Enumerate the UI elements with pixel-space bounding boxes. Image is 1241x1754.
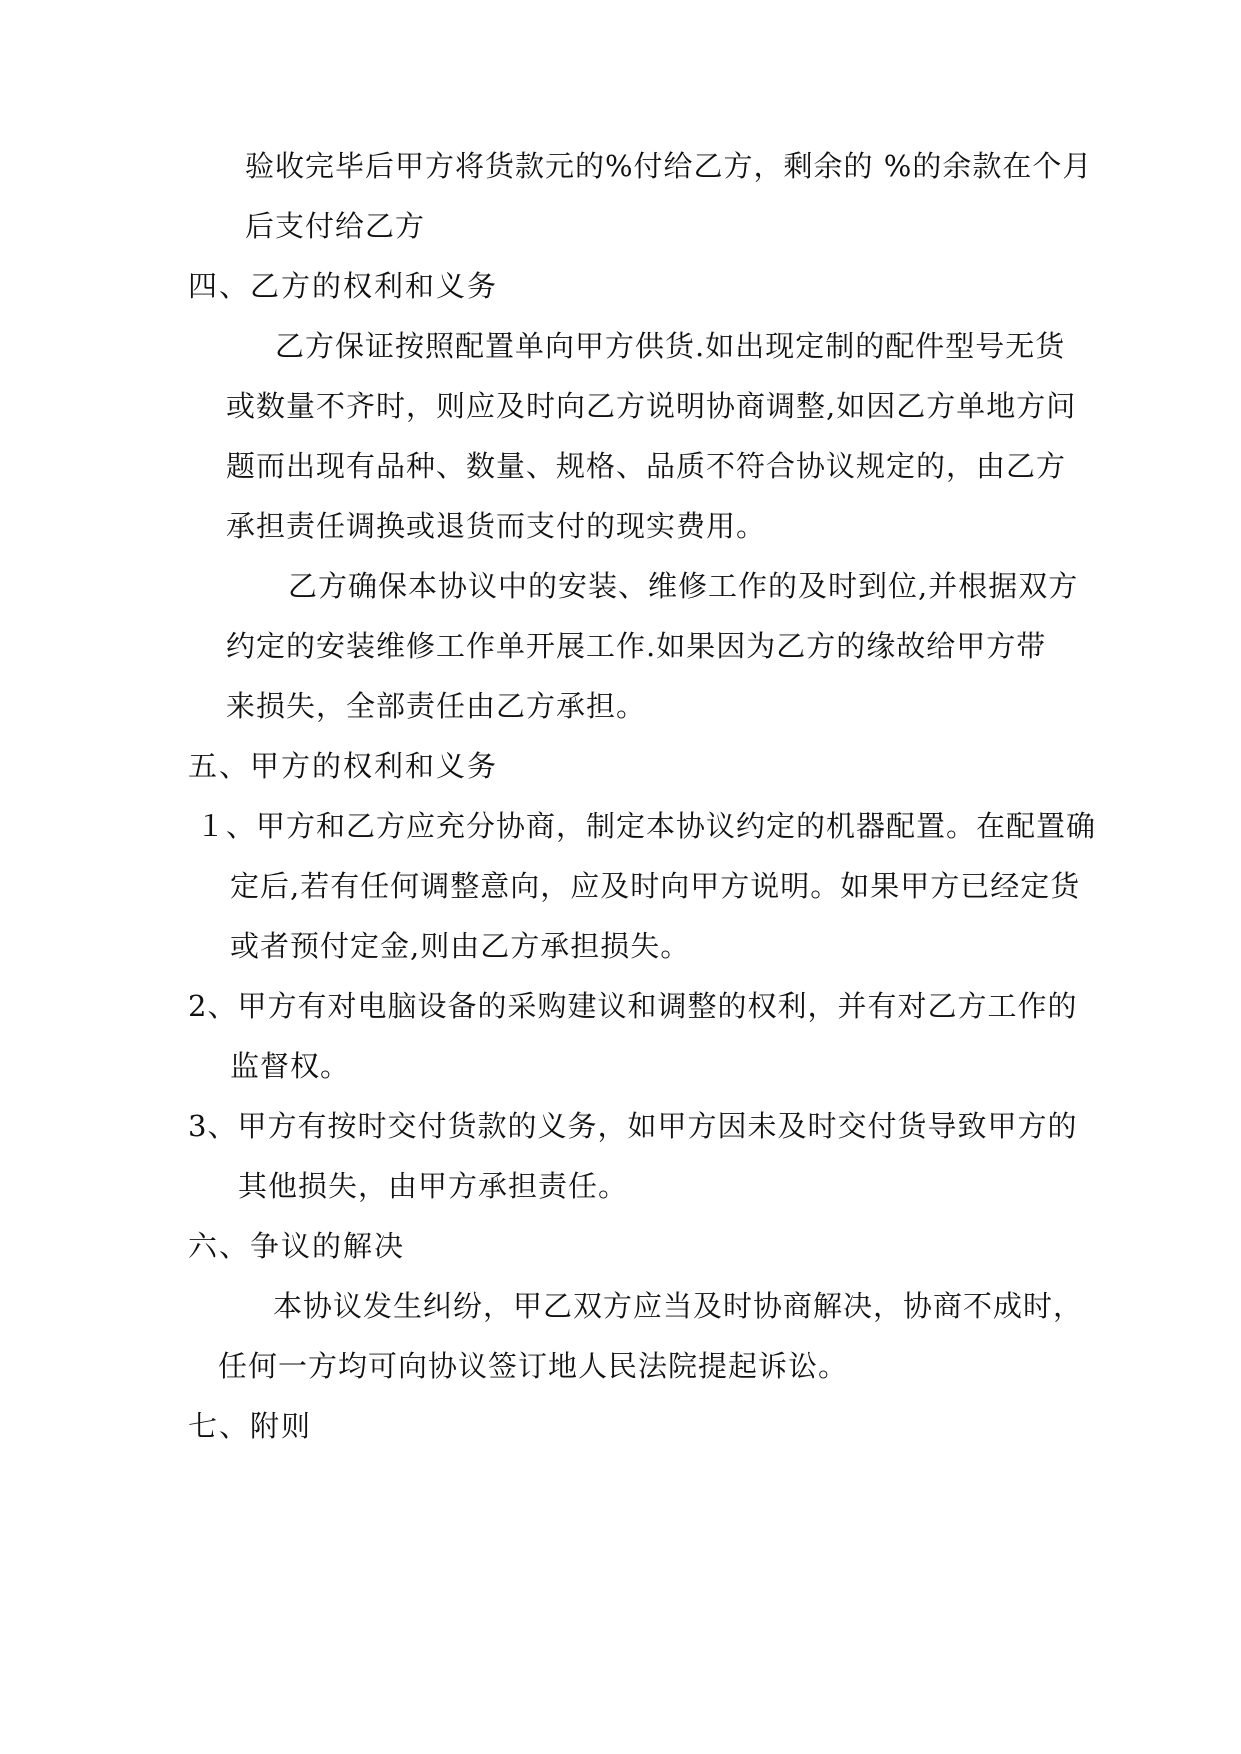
body-line: 监督权。 [230,1049,351,1083]
body-line: 或数量不齐时，则应及时向乙方说明协商调整,如因乙方单地方问 [226,389,1077,423]
body-line: 题而出现有品种、数量、规格、品质不符合协议规定的，由乙方 [226,449,1067,483]
body-line: 验收完毕后甲方将货款元的%付给乙方，剩余的 %的余款在个月 [245,149,1093,183]
body-line: 任何一方均可向协议签订地人民法院提起诉讼。 [218,1349,849,1383]
section-heading-7: 七、附则 [188,1409,313,1443]
body-line: 本协议发生纠纷，甲乙双方应当及时协商解决，协商不成时， [273,1289,1084,1323]
body-line: 来损失，全部责任由乙方承担。 [226,689,647,723]
body-line: 后支付给乙方 [245,209,426,243]
section-heading-5: 五、甲方的权利和义务 [188,749,499,783]
body-line: 乙方确保本协议中的安装、维修工作的及时到位,并根据双方 [288,569,1079,603]
body-line: 定后,若有任何调整意向，应及时向甲方说明。如果甲方已经定货 [230,869,1081,903]
body-line: 承担责任调换或退货而支付的现实费用。 [226,509,767,543]
list-item: 2、甲方有对电脑设备的采购建议和调整的权利，并有对乙方工作的 [188,989,1078,1023]
list-item: １、甲方和乙方应充分协商，制定本协议约定的机器配置。在配置确 [196,809,1097,843]
section-heading-4: 四、乙方的权利和义务 [188,269,499,303]
body-line: 其他损失，由甲方承担责任。 [238,1169,629,1203]
section-heading-6: 六、争议的解决 [188,1229,406,1263]
list-item: 3、甲方有按时交付货款的义务，如甲方因未及时交付货导致甲方的 [188,1109,1078,1143]
body-line: 或者预付定金,则由乙方承担损失。 [230,929,691,963]
body-line: 约定的安装维修工作单开展工作.如果因为乙方的缘故给甲方带 [226,629,1047,663]
body-line: 乙方保证按照配置单向甲方供货.如出现定制的配件型号无货 [275,329,1066,363]
